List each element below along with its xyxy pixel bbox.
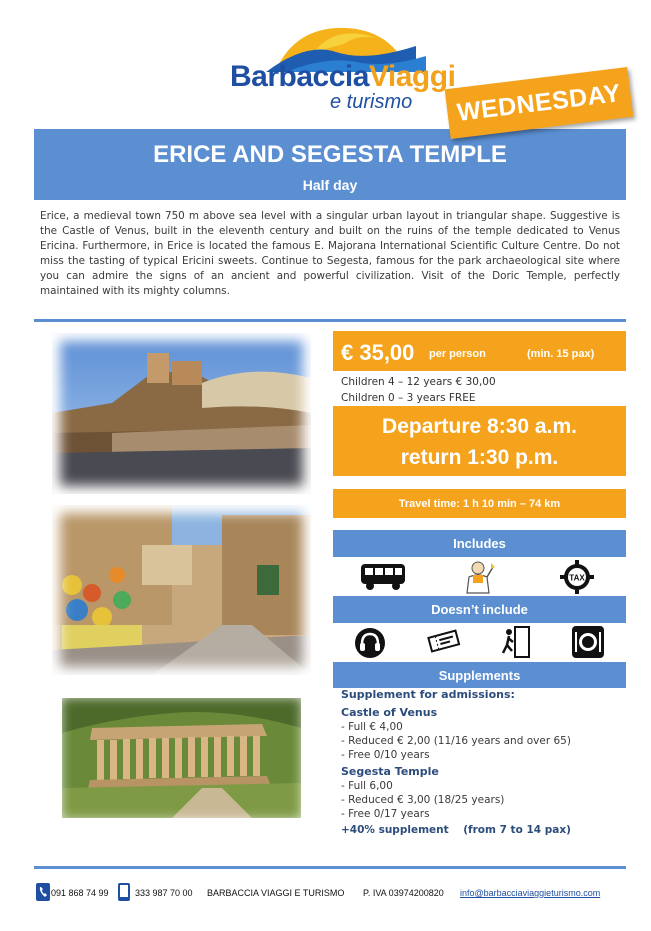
- includes-header: Includes: [333, 530, 626, 557]
- headset-icon: [353, 626, 387, 660]
- mobile-phone-icon: [118, 883, 130, 901]
- erice-castle-photo: [52, 333, 311, 494]
- includes-icons: [333, 559, 626, 595]
- tour-description: Erice, a medieval town 750 m above sea level with a singular urban layout in triangular shape. Suggestive is the Castle of Venus, built in the eleventh century and built on the ruins of the temple dedicated to Venus Ericina. Furthermore, in Erice is located the famous E. Majorana International Scientific Culture Centre. Do not miss the tasting of typical Ericini sweets. Continue to Segesta, famous for the park archaeological site where you can admire the signs of an ancient and powerful civilization. Visit of the Doric Temple, perfectly maintained with its mighty columns.: [40, 210, 620, 297]
- price-box: [333, 331, 626, 371]
- footer-company: BARBACCIA VIAGGI E TURISMO: [207, 888, 345, 898]
- divider-bottom: [34, 866, 626, 869]
- logo-wordmark: BarbacciaViaggi: [230, 60, 456, 93]
- segesta-temple-title: Segesta Temple: [341, 765, 439, 778]
- price-per: per person: [429, 348, 486, 360]
- segesta-reduced-price: - Reduced € 3,00 (18/25 years): [341, 794, 505, 806]
- castle-of-venus-title: Castle of Venus: [341, 706, 438, 719]
- page-subtitle: Half day: [302, 177, 358, 193]
- castle-full-price: - Full € 4,00: [341, 721, 403, 733]
- phone-icon: [36, 883, 50, 901]
- page-title: ERICE AND SEGESTA TEMPLE: [153, 141, 507, 168]
- segesta-free: - Free 0/17 years: [341, 808, 430, 820]
- day-badge: WEDNESDAY: [445, 67, 634, 139]
- logo-tagline: e turismo: [330, 91, 413, 113]
- admissions-title: Supplement for admissions:: [341, 688, 515, 701]
- supplements-header: Supplements: [333, 662, 626, 688]
- footer-email-link[interactable]: info@barbacciaviaggieturismo.com: [460, 888, 601, 898]
- company-logo: [226, 22, 456, 113]
- footer-phone[interactable]: 091 868 74 99: [51, 888, 109, 898]
- svg-text:TAX: TAX: [569, 573, 585, 583]
- castle-free: - Free 0/10 years: [341, 749, 430, 761]
- children-price-2: Children 0 – 3 years FREE: [341, 392, 476, 404]
- segesta-full-price: - Full 6,00: [341, 780, 393, 792]
- departure-time: Departure 8:30 a.m.: [382, 415, 577, 438]
- tour-guide-icon: [461, 559, 495, 595]
- tickets-icon: [427, 629, 461, 655]
- children-price-1: Children 4 – 12 years € 30,00: [341, 376, 496, 388]
- excludes-header: Doesn’t include: [333, 596, 626, 623]
- tax-icon: [560, 560, 594, 594]
- footer-vat: P. IVA 03974200820: [363, 888, 444, 898]
- footer-mobile[interactable]: 333 987 70 00: [135, 888, 193, 898]
- divider-top: [34, 319, 626, 322]
- return-time: return 1:30 p.m.: [400, 446, 559, 469]
- bus-icon: [359, 561, 407, 591]
- price-min-pax: (min. 15 pax): [527, 348, 595, 360]
- title-band: [34, 129, 626, 200]
- exit-door-icon: [501, 625, 531, 659]
- excludes-icons: [333, 624, 626, 660]
- meal-icon: [571, 625, 605, 659]
- footer: [36, 883, 636, 903]
- segesta-temple-photo: [52, 688, 311, 829]
- price-amount: € 35,00: [341, 340, 415, 365]
- group-supplement: +40% supplement (from 7 to 14 pax): [341, 824, 571, 836]
- travel-time: Travel time: 1 h 10 min – 74 km: [333, 489, 626, 518]
- departure-box: [333, 406, 626, 476]
- castle-reduced-price: - Reduced € 2,00 (11/16 years and over 65): [341, 735, 571, 747]
- erice-street-photo: [52, 505, 311, 675]
